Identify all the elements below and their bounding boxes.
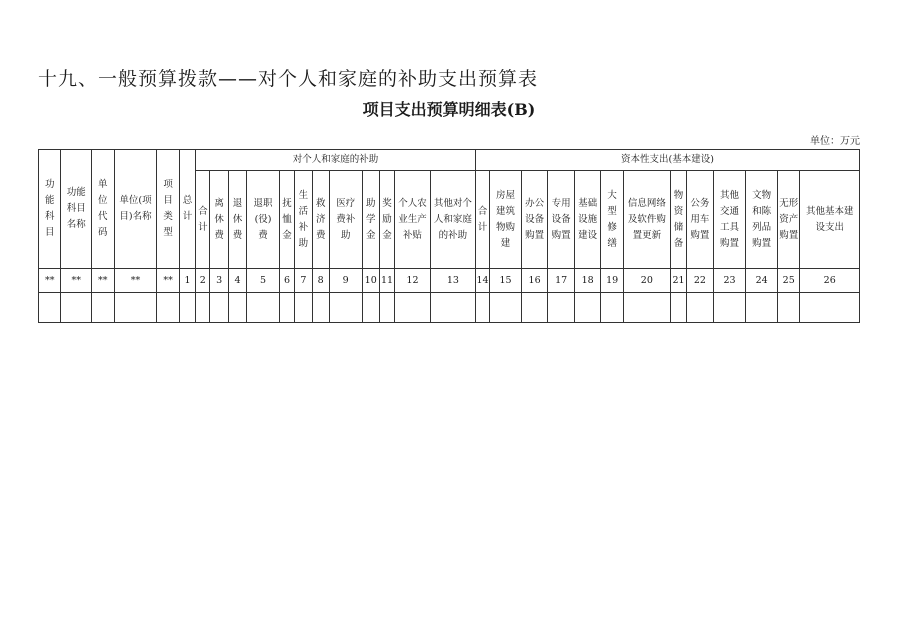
code-cell: 19 <box>601 269 623 293</box>
code-cell: 26 <box>800 269 860 293</box>
empty-cell <box>395 293 431 323</box>
table-row-empty <box>39 293 860 323</box>
code-cell: 5 <box>247 269 280 293</box>
code-cell: ** <box>114 269 157 293</box>
header-cell: 项目类型 <box>157 150 179 269</box>
empty-cell <box>228 293 246 323</box>
code-cell: 22 <box>687 269 714 293</box>
code-cell: 12 <box>395 269 431 293</box>
code-cell: 14 <box>475 269 489 293</box>
empty-cell <box>601 293 623 323</box>
empty-cell <box>312 293 329 323</box>
empty-cell <box>196 293 210 323</box>
header-cell: 房屋建筑物购建 <box>490 171 522 269</box>
code-cell: 9 <box>329 269 362 293</box>
empty-cell <box>179 293 195 323</box>
header-cell: 物资储备 <box>670 171 686 269</box>
empty-cell <box>92 293 114 323</box>
code-cell: 1 <box>179 269 195 293</box>
header-cell: 其他交通工具购置 <box>713 171 746 269</box>
empty-cell <box>114 293 157 323</box>
empty-cell <box>295 293 312 323</box>
code-cell: 13 <box>430 269 475 293</box>
header-cell: 单位代码 <box>92 150 114 269</box>
header-cell: 救济费 <box>312 171 329 269</box>
header-cell: 医疗费补助 <box>329 171 362 269</box>
header-cell: 抚恤金 <box>279 171 294 269</box>
empty-cell <box>329 293 362 323</box>
empty-cell <box>574 293 601 323</box>
header-cell: 文物和陈列品购置 <box>746 171 778 269</box>
table-row-codes <box>39 269 860 293</box>
code-cell: 10 <box>362 269 379 293</box>
code-cell: 17 <box>548 269 575 293</box>
code-cell: 3 <box>210 269 228 293</box>
empty-cell <box>247 293 280 323</box>
code-cell: 20 <box>623 269 670 293</box>
empty-cell <box>777 293 799 323</box>
header-cell: 功能科目名称 <box>61 150 92 269</box>
header-cell: 单位(项目)名称 <box>114 150 157 269</box>
empty-cell <box>548 293 575 323</box>
empty-cell <box>157 293 179 323</box>
header-cell: 离休费 <box>210 171 228 269</box>
header-cell: 退休费 <box>228 171 246 269</box>
empty-cell <box>61 293 92 323</box>
header-cell: 功能科目 <box>39 150 61 269</box>
code-cell: ** <box>39 269 61 293</box>
code-cell: 24 <box>746 269 778 293</box>
code-cell: 6 <box>279 269 294 293</box>
empty-cell <box>490 293 522 323</box>
code-cell: 7 <box>295 269 312 293</box>
code-cell: 2 <box>196 269 210 293</box>
empty-cell <box>623 293 670 323</box>
header-cell: 大型修缮 <box>601 171 623 269</box>
header-cell: 办公设备购置 <box>521 171 548 269</box>
header-cell: 信息网络及软件购置更新 <box>623 171 670 269</box>
code-cell: 18 <box>574 269 601 293</box>
group-header-personal: 对个人和家庭的补助 <box>196 150 476 171</box>
header-cell: 专用设备购置 <box>548 171 575 269</box>
header-cell: 无形资产购置 <box>777 171 799 269</box>
budget-table <box>38 149 860 323</box>
empty-cell <box>800 293 860 323</box>
header-cell: 总计 <box>179 150 195 269</box>
header-cell: 基础设施建设 <box>574 171 601 269</box>
header-cell: 公务用车购置 <box>687 171 714 269</box>
header-cell: 合计 <box>196 171 210 269</box>
header-cell: 个人农业生产补贴 <box>395 171 431 269</box>
header-cell: 奖励金 <box>379 171 394 269</box>
code-cell: 4 <box>228 269 246 293</box>
code-cell: 25 <box>777 269 799 293</box>
header-cell: 其他基本建设支出 <box>800 171 860 269</box>
header-cell: 退职(役)费 <box>247 171 280 269</box>
header-cell: 生活补助 <box>295 171 312 269</box>
header-cell: 助学金 <box>362 171 379 269</box>
empty-cell <box>362 293 379 323</box>
empty-cell <box>210 293 228 323</box>
empty-cell <box>279 293 294 323</box>
code-cell: ** <box>61 269 92 293</box>
header-cell: 合计 <box>475 171 489 269</box>
code-cell: 11 <box>379 269 394 293</box>
document-heading: 十九、一般预算拨款——对个人和家庭的补助支出预算表 <box>38 68 539 90</box>
header-cell: 其他对个人和家庭的补助 <box>430 171 475 269</box>
group-header-capital: 资本性支出(基本建设) <box>475 150 859 171</box>
header-row-groups <box>39 150 860 171</box>
empty-cell <box>475 293 489 323</box>
code-cell: 21 <box>670 269 686 293</box>
empty-cell <box>746 293 778 323</box>
empty-cell <box>39 293 61 323</box>
empty-cell <box>521 293 548 323</box>
empty-cell <box>430 293 475 323</box>
code-cell: ** <box>92 269 114 293</box>
code-cell: 23 <box>713 269 746 293</box>
code-cell: 8 <box>312 269 329 293</box>
table-subtitle: 项目支出预算明细表(B) <box>362 100 536 119</box>
empty-cell <box>670 293 686 323</box>
empty-cell <box>379 293 394 323</box>
code-cell: ** <box>157 269 179 293</box>
code-cell: 15 <box>490 269 522 293</box>
unit-label: 单位：万元 <box>810 136 860 147</box>
empty-cell <box>713 293 746 323</box>
empty-cell <box>687 293 714 323</box>
code-cell: 16 <box>521 269 548 293</box>
